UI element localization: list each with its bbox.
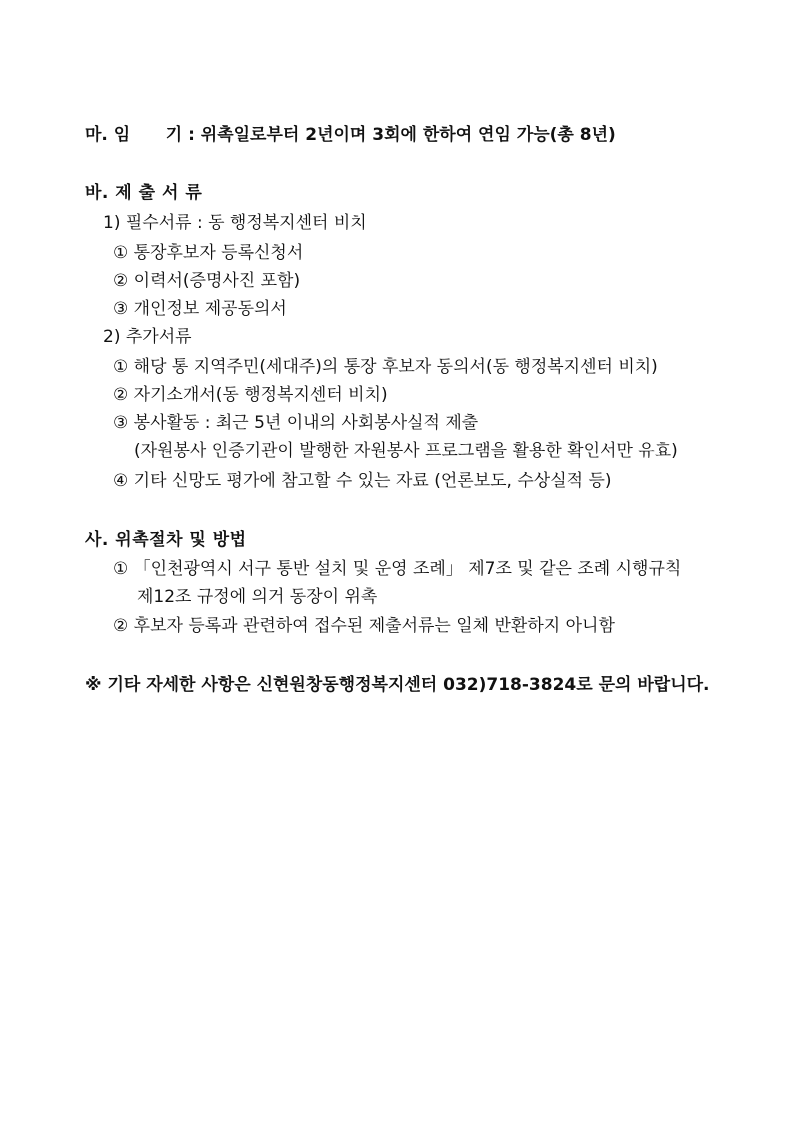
procedure-item: ① 「인천광역시 서구 통반 설치 및 운영 조례」 제7조 및 같은 조례 시행규칙 [113,559,682,579]
additional-doc-item: ③ 봉사활동 : 최근 5년 이내의 사회봉사실적 제출 [113,413,479,433]
additional-doc-note: (자원봉사 인증기관이 발행한 자원봉사 프로그램을 활용한 확인서만 유효) [134,441,678,461]
documents-heading: 바. 제 출 서 류 [85,183,203,203]
additional-doc-item: ② 자기소개서(동 행정복지센터 비치) [113,385,388,405]
additional-doc-item: ① 해당 통 지역주민(세대주)의 통장 후보자 동의서(동 행정복지센터 비치) [113,357,658,377]
procedure-item-continuation: 제12조 규정에 의거 동장이 위촉 [137,587,378,607]
required-doc-item: ② 이력서(증명사진 포함) [113,271,301,291]
term-label: 마. 임 기 [85,125,183,145]
term-text: : 위촉일로부터 2년이며 3회에 한하여 연임 가능(총 8년) [188,125,616,145]
required-documents-title: 1) 필수서류 : 동 행정복지센터 비치 [103,213,367,233]
procedure-heading: 사. 위촉절차 및 방법 [85,530,247,550]
term-section [85,124,616,146]
additional-doc-item: ④ 기타 신망도 평가에 참고할 수 있는 자료 (언론보도, 수상실적 등) [113,471,612,491]
required-doc-item: ① 통장후보자 등록신청서 [113,243,304,263]
contact-note: ※ 기타 자세한 사항은 신현원창동행정복지센터 032)718-3824로 문의 바랍니다. [85,675,710,695]
procedure-item: ② 후보자 등록과 관련하여 접수된 제출서류는 일체 반환하지 아니함 [113,616,615,636]
additional-documents-title: 2) 추가서류 [103,327,192,347]
required-doc-item: ③ 개인정보 제공동의서 [113,299,287,319]
